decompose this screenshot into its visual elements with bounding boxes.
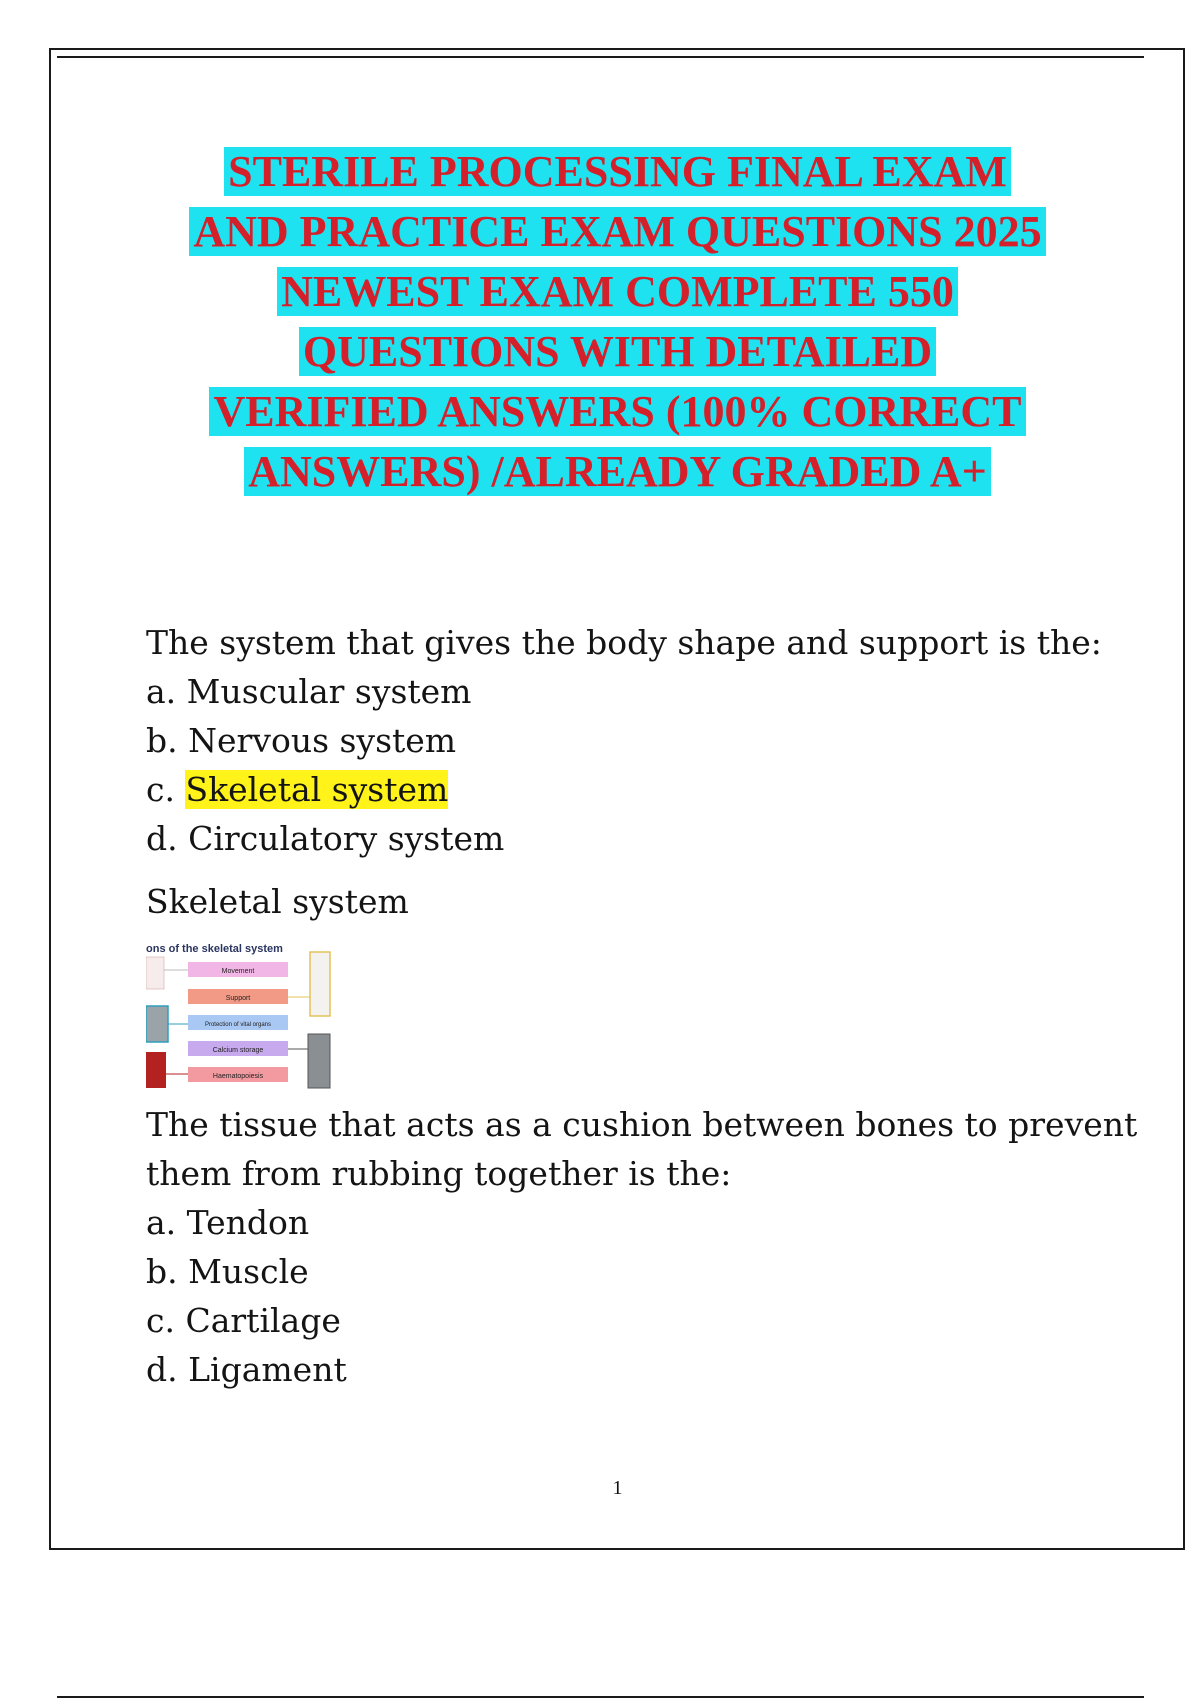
answer-text: Skeletal system: [146, 882, 409, 921]
bone-image: [308, 1034, 330, 1088]
question-text: The system that gives the body shape and support is the:: [146, 623, 1102, 662]
svg-text:Support: Support: [225, 995, 251, 1002]
skeletal-system-figure: [146, 942, 332, 1090]
svg-text:Haematopoiesis: Haematopoiesis: [212, 1073, 264, 1080]
title-line: STERILE PROCESSING FINAL EXAM: [224, 147, 1011, 196]
option-prefix: d.: [146, 819, 178, 858]
title-line: QUESTIONS WITH DETAILED: [299, 327, 936, 376]
function-box: [188, 1015, 288, 1030]
option-text: Cartilage: [185, 1301, 341, 1340]
skeletal-functions-diagram: [146, 942, 332, 1090]
option-prefix: b.: [146, 1252, 178, 1291]
option-prefix: c.: [146, 1301, 175, 1340]
option-b: [146, 1247, 1106, 1296]
svg-text:Movement: Movement: [221, 968, 255, 975]
option-prefix: a.: [146, 672, 177, 711]
question-1: [146, 618, 1106, 1090]
question-text: The tissue that acts as a cushion between bones to prevent: [146, 1105, 1138, 1144]
option-text: Circulatory system: [188, 819, 505, 858]
option-text: Ligament: [188, 1350, 347, 1389]
title-line: AND PRACTICE EXAM QUESTIONS 2025: [189, 207, 1045, 256]
skeleton-image: [310, 952, 330, 1016]
option-d: [146, 1345, 1106, 1394]
option-a: [146, 667, 1106, 716]
function-box: [188, 989, 288, 1004]
bottom-rule: [57, 1696, 1144, 1698]
option-prefix: d.: [146, 1350, 178, 1389]
title-line: NEWEST EXAM COMPLETE 550: [277, 267, 958, 316]
option-text: Muscle: [188, 1252, 309, 1291]
correct-option-highlight: Skeletal system: [185, 770, 449, 809]
title-line: VERIFIED ANSWERS (100% CORRECT: [209, 387, 1025, 436]
function-box: [188, 962, 288, 977]
question-text: them from rubbing together is the:: [146, 1154, 732, 1193]
option-text: Muscular system: [186, 672, 472, 711]
option-b: [146, 716, 1106, 765]
option-c: [146, 765, 1106, 814]
function-box: [188, 1067, 288, 1082]
muscle-tissue-image: [146, 1052, 166, 1088]
page-number: 1: [612, 1477, 623, 1499]
question-2: [146, 1100, 1138, 1394]
svg-text:Protection of vital organs: Protection of vital organs: [204, 1022, 272, 1028]
function-box: [188, 1041, 288, 1056]
document-title: [100, 142, 1135, 502]
figure-heading: ons of the skeletal system: [146, 943, 283, 955]
option-d: [146, 814, 1106, 863]
option-text: Tendon: [186, 1203, 310, 1242]
option-text: Nervous system: [188, 721, 457, 760]
option-prefix: c.: [146, 770, 175, 809]
ribcage-image: [146, 1006, 168, 1042]
option-prefix: b.: [146, 721, 178, 760]
document-body: [146, 618, 1138, 1394]
title-line: ANSWERS) /ALREADY GRADED A+: [244, 447, 991, 496]
svg-text:Calcium storage: Calcium storage: [212, 1047, 264, 1054]
option-c: [146, 1296, 1106, 1345]
body-image: [146, 957, 164, 989]
option-prefix: a.: [146, 1203, 177, 1242]
option-a: [146, 1198, 1106, 1247]
